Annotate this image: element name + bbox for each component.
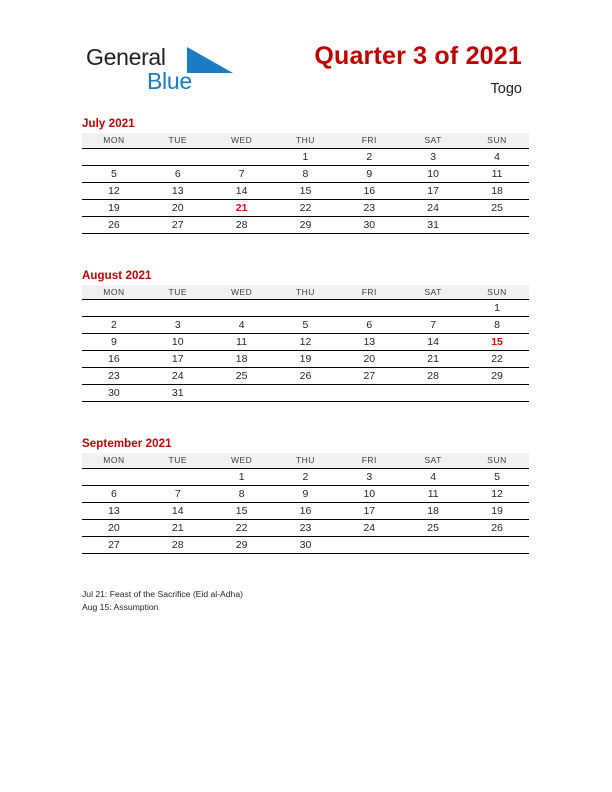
day-cell-empty [337,536,401,553]
day-cell-holiday[interactable]: 15 [465,334,529,351]
day-cell[interactable]: 20 [146,199,210,216]
day-cell[interactable]: 26 [465,519,529,536]
day-cell-empty [146,300,210,317]
week-row [82,519,529,536]
weekday-header-tue: TUE [146,453,210,468]
day-cell[interactable]: 14 [210,182,274,199]
day-cell[interactable]: 17 [401,182,465,199]
weekday-header-tue: TUE [146,133,210,148]
month-table [82,453,529,554]
day-cell[interactable]: 19 [82,199,146,216]
logo-text-general: General [86,44,166,70]
day-cell[interactable]: 29 [465,368,529,385]
day-cell[interactable]: 29 [210,536,274,553]
day-cell-empty [401,385,465,402]
day-cell-empty [465,385,529,402]
day-cell[interactable]: 19 [465,502,529,519]
page-title: Quarter 3 of 2021 [314,42,522,70]
day-cell[interactable]: 11 [401,485,465,502]
day-cell[interactable]: 9 [274,485,338,502]
month-title: September 2021 [82,438,172,450]
day-cell[interactable]: 23 [337,199,401,216]
day-cell[interactable]: 21 [146,519,210,536]
logo-text-blue: Blue [147,68,192,94]
day-cell-empty [210,300,274,317]
day-cell[interactable]: 16 [274,502,338,519]
day-cell[interactable]: 19 [274,351,338,368]
day-cell-empty [401,536,465,553]
day-cell[interactable]: 11 [465,165,529,182]
weekday-header-sun: SUN [465,285,529,300]
day-cell[interactable]: 9 [337,165,401,182]
day-cell[interactable]: 23 [274,519,338,536]
week-row [82,300,529,317]
day-cell[interactable]: 23 [82,368,146,385]
day-cell[interactable]: 27 [337,368,401,385]
weekday-header-wed: WED [210,133,274,148]
day-cell-empty [274,385,338,402]
weekday-header-mon: MON [82,133,146,148]
day-cell[interactable]: 17 [146,351,210,368]
day-cell-empty [337,300,401,317]
week-row [82,502,529,519]
week-row [82,485,529,502]
day-cell[interactable]: 5 [465,468,529,485]
day-cell[interactable]: 25 [210,368,274,385]
day-cell[interactable]: 3 [146,317,210,334]
holiday-notes [82,588,522,614]
day-cell[interactable]: 18 [465,182,529,199]
week-row [82,334,529,351]
day-cell[interactable]: 12 [274,334,338,351]
day-cell-empty [146,148,210,165]
weekday-header-thu: THU [274,453,338,468]
day-cell[interactable]: 25 [401,519,465,536]
day-cell[interactable]: 22 [210,519,274,536]
day-cell-empty [465,536,529,553]
day-cell[interactable]: 16 [82,351,146,368]
day-cell-empty [465,216,529,233]
month-block [82,438,529,554]
day-cell[interactable]: 13 [146,182,210,199]
general-blue-logo [86,44,286,96]
day-cell[interactable]: 17 [337,502,401,519]
day-cell[interactable]: 20 [337,351,401,368]
weekday-header-wed: WED [210,285,274,300]
day-cell-empty [337,385,401,402]
week-row [82,317,529,334]
day-cell[interactable]: 24 [146,368,210,385]
day-cell[interactable]: 22 [465,351,529,368]
week-row [82,351,529,368]
day-cell[interactable]: 3 [337,468,401,485]
week-row [82,216,529,233]
day-cell[interactable]: 25 [465,199,529,216]
day-cell[interactable]: 7 [146,485,210,502]
day-cell[interactable]: 24 [337,519,401,536]
weekday-header-wed: WED [210,453,274,468]
day-cell[interactable]: 4 [210,317,274,334]
day-cell[interactable]: 14 [146,502,210,519]
day-cell[interactable]: 30 [337,216,401,233]
month-block [82,118,529,234]
week-row [82,182,529,199]
weekday-header-sat: SAT [401,133,465,148]
week-row [82,536,529,553]
day-cell[interactable]: 10 [401,165,465,182]
day-cell[interactable]: 5 [82,165,146,182]
day-cell[interactable]: 13 [82,502,146,519]
day-cell[interactable]: 26 [274,368,338,385]
day-cell-empty [82,300,146,317]
day-cell-empty [82,468,146,485]
day-cell[interactable]: 2 [274,468,338,485]
day-cell[interactable]: 31 [401,216,465,233]
day-cell[interactable]: 1 [465,300,529,317]
day-cell[interactable]: 28 [401,368,465,385]
day-cell[interactable]: 10 [337,485,401,502]
day-cell[interactable]: 31 [146,385,210,402]
weekday-header-fri: FRI [337,285,401,300]
day-cell[interactable]: 1 [274,148,338,165]
day-cell[interactable]: 26 [82,216,146,233]
weekday-header-thu: THU [274,285,338,300]
weekday-header-sun: SUN [465,133,529,148]
weekday-header-fri: FRI [337,453,401,468]
day-cell[interactable]: 4 [401,468,465,485]
day-cell[interactable]: 8 [274,165,338,182]
day-cell[interactable]: 7 [401,317,465,334]
weekday-header-mon: MON [82,453,146,468]
holiday-note: Aug 15: Assumption [82,602,159,612]
day-cell[interactable]: 14 [401,334,465,351]
weekday-header-sat: SAT [401,453,465,468]
day-cell[interactable]: 10 [146,334,210,351]
day-cell[interactable]: 29 [274,216,338,233]
month-table [82,285,529,403]
day-cell[interactable]: 20 [82,519,146,536]
page-header [0,0,612,110]
day-cell[interactable]: 1 [210,468,274,485]
day-cell[interactable]: 13 [337,334,401,351]
day-cell[interactable]: 18 [401,502,465,519]
week-row [82,368,529,385]
day-cell[interactable]: 7 [210,165,274,182]
week-row [82,165,529,182]
day-cell-empty [210,148,274,165]
day-cell[interactable]: 8 [210,485,274,502]
day-cell[interactable]: 22 [274,199,338,216]
day-cell[interactable]: 11 [210,334,274,351]
day-cell[interactable]: 9 [82,334,146,351]
day-cell[interactable]: 5 [274,317,338,334]
day-cell[interactable]: 18 [210,351,274,368]
week-row [82,468,529,485]
day-cell[interactable]: 15 [274,182,338,199]
weekday-header-row [82,453,529,468]
day-cell[interactable]: 8 [465,317,529,334]
month-title: July 2021 [82,118,135,130]
day-cell-empty [210,385,274,402]
weekday-header-tue: TUE [146,285,210,300]
weekday-header-row [82,133,529,148]
country-subtitle: Togo [490,81,522,97]
day-cell[interactable]: 4 [465,148,529,165]
day-cell-holiday[interactable]: 21 [210,199,274,216]
day-cell-empty [274,300,338,317]
day-cell[interactable]: 12 [82,182,146,199]
month-block [82,270,529,403]
day-cell[interactable]: 12 [465,485,529,502]
day-cell-empty [82,148,146,165]
day-cell[interactable]: 6 [146,165,210,182]
week-row [82,148,529,165]
day-cell[interactable]: 30 [82,385,146,402]
day-cell[interactable]: 27 [146,216,210,233]
month-table [82,133,529,234]
weekday-header-mon: MON [82,285,146,300]
day-cell[interactable]: 28 [210,216,274,233]
week-row [82,199,529,216]
weekday-header-sat: SAT [401,285,465,300]
day-cell[interactable]: 24 [401,199,465,216]
day-cell[interactable]: 28 [146,536,210,553]
day-cell[interactable]: 2 [82,317,146,334]
day-cell[interactable]: 6 [82,485,146,502]
week-row [82,385,529,402]
weekday-header-fri: FRI [337,133,401,148]
weekday-header-row [82,285,529,300]
day-cell[interactable]: 15 [210,502,274,519]
day-cell[interactable]: 2 [337,148,401,165]
weekday-header-sun: SUN [465,453,529,468]
day-cell[interactable]: 6 [337,317,401,334]
day-cell[interactable]: 21 [401,351,465,368]
weekday-header-thu: THU [274,133,338,148]
day-cell-empty [146,468,210,485]
quarter-calendar [82,118,529,554]
day-cell[interactable]: 27 [82,536,146,553]
holiday-note: Jul 21: Feast of the Sacrifice (Eid al-Adha) [82,589,243,599]
day-cell-empty [401,300,465,317]
month-title: August 2021 [82,269,152,282]
day-cell[interactable]: 16 [337,182,401,199]
day-cell[interactable]: 30 [274,536,338,553]
day-cell[interactable]: 3 [401,148,465,165]
